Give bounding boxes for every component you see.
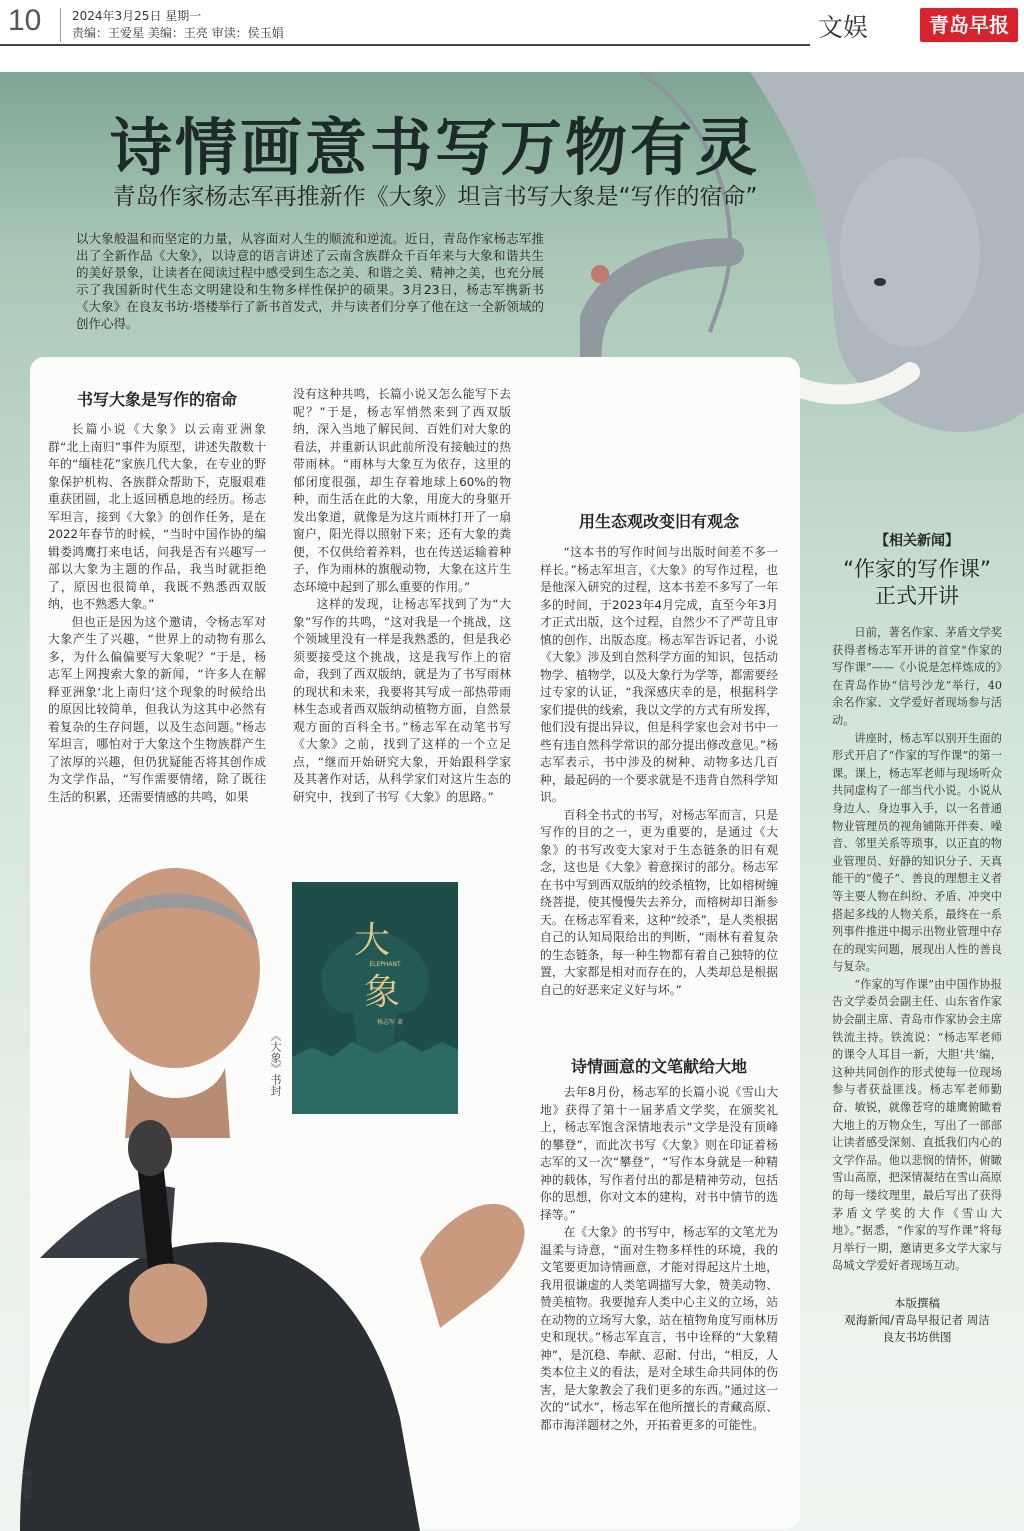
credit-line: 良友书坊供图 bbox=[882, 1329, 952, 1344]
date-line: 2024年3月25日 星期一 bbox=[72, 9, 202, 23]
book-author: 杨志军 著 bbox=[377, 1019, 403, 1026]
book-caption: 《大象》书封 bbox=[269, 1030, 282, 1096]
paragraph: 讲座时，杨志军以别开生面的形式开启了“作家的写作课”的第一课。课上，杨志军老师与现场听众共同虚构了一部当代小说。小说从身边人、身边事入手，以一名普通物业管理员的视角铺陈开伴奏、噪音、邻里关系等琐事，以正直的物业管理员、好静的知识分子、天真能干的“傻子”、善良的理想主义者等主要人物在纠纷、矛盾、冲突中搭起多线的人物关系，最终在一系列事件推进中揭示出物业管理中存在的现实问题，展现出人性的善良与复杂。 bbox=[832, 731, 1002, 974]
paragraph: 日前，著名作家、茅盾文学奖获得者杨志军开讲的首堂“作家的写作课”——《小说是怎样炼成的》在青岛作协“信号沙龙”举行，40余名作家、文学爱好者现场参与活动。 bbox=[832, 626, 1002, 727]
paragraph: 百科全书式的书写，对杨志军而言，只是写作的目的之一，更为重要的，是通过《大象》的书写改变大家对于生态链条的旧有观念，这也是《大象》着意探讨的部分。杨志军在书中写到西双版纳的绞杀植物，比如榕树缠绕菩提，使其慢慢失去养分，而榕树却日渐参天。在杨志军看来，这种“绞杀”，是人类根据自己的认知局限给出的判断，“雨林有着复杂的生态链条，每一种生物都有着自己独特的位置，大家都是相对而存在的，人类却总是根据自己的好恶来定义好与坏。” bbox=[540, 807, 778, 997]
book-title-char: 象 bbox=[363, 972, 401, 1013]
sidebar-title-line: 正式开讲 bbox=[875, 584, 959, 608]
header-separator bbox=[60, 8, 61, 42]
article-title: 诗情画意书写万物有灵 bbox=[109, 111, 760, 184]
section-heading: 诗情画意的文笔献给大地 bbox=[570, 1057, 747, 1076]
page-credits bbox=[832, 1295, 1002, 1346]
related-news-sidebar bbox=[832, 530, 1002, 1346]
credit-line: 观海新闻/青岛早报记者 周洁 bbox=[844, 1312, 990, 1327]
article-column-2 bbox=[293, 386, 511, 806]
brand-logo: 青岛早报 bbox=[920, 8, 1018, 42]
section-heading: 用生态观改变旧有观念 bbox=[578, 512, 739, 531]
editors-line: 责编：王爱星 美编：王亮 审读：侯玉娟 bbox=[72, 26, 284, 40]
book-title-char: 大 bbox=[353, 920, 391, 961]
section-label: 文娱 bbox=[818, 13, 869, 42]
paragraph: 这样的发现，让杨志军找到了为“大象”写作的共鸣，“这对我是一个挑战，这个领域里没有一样是我熟悉的，但是我必须要接受这个挑战，这是我写作上的宿命，我到了西双版纳，就是为了书写雨林的现状和未来，我要将其写成一部热带雨林生态或者西双版纳动植物方面，自然景观方面的百科全书。”杨志军在动笔书写《大象》之前，找到了这样的一个立足点，“继而开始研究大象，开始跟科学家及其著作对话，从科学家们对这片生态的研究中，找到了书写《大象》的思路。” bbox=[293, 597, 511, 804]
article-column-3 bbox=[540, 544, 778, 999]
credit-line: 本版撰稿 bbox=[894, 1295, 940, 1310]
paragraph: 没有这种共鸣，长篇小说又怎么能写下去呢？”于是，杨志军悄然来到了西双版纳，深入当地了解民间、百姓们对大象的看法，并重新认识此前所没有接触过的热带雨林。“雨林与大象互为依存，这里的郁闭度很强，却生存着地球上60%的物种，而生活在此的大象，用庞大的身躯开发出象道，就像是为这片雨林打开了一扇窗户，阳光得以照射下来；还有大象的粪便，不仅供给着养料，也在传送运输着种子，作为雨林的旗舰动物，大象在这片生态环境中起到了那么重要的作用。” bbox=[293, 387, 511, 594]
paragraph: 在《大象》的书写中，杨志军的文笔尤为温柔与诗意，“面对生物多样性的环境，我的文笔要更加诗情画意，才能对得起这片土地，我用很谦虚的人类笔调描写大象，赞美动物、赞美植物。我要抛弃人类中心主义的立场，站在动物的立场写大象，站在植物角度写雨林历史和现状。”杨志军直言，书中诠释的“大象精神”，是沉稳、奉献、忍耐、付出，“相反，人类本位主义的看法，是对全球生命共同体的伤害，是大象教会了我们更多的东西。”通过这一次的“试水”，杨志军在他所擅长的青藏高原、都市海洋题材之外，开拓着更多的可能性。 bbox=[540, 1225, 778, 1432]
sidebar-title bbox=[832, 556, 1002, 610]
sidebar-title-line: “作家的写作课” bbox=[843, 557, 991, 581]
sidebar-body bbox=[832, 624, 1002, 1275]
section-heading: 书写大象是写作的宿命 bbox=[76, 390, 237, 409]
author-photo bbox=[0, 858, 540, 1531]
article-subtitle: 青岛作家杨志军再推新作《大象》坦言书写大象是“写作的宿命” bbox=[112, 184, 758, 210]
page-header bbox=[0, 0, 1024, 70]
paragraph: 但也正是因为这个邀请，令杨志军对大象产生了兴趣，“世界上的动物有那么多，为什么偏偏要写大象呢？”于是，杨志军上网搜索大象的新闻，“许多人在解释亚洲象‘北上南归’这个现象的时候给出的原因比较简单，但我认为这其中必然有着复杂的生存问题，以及生态问题。”杨志军坦言，哪怕对于大象这个生物族群产生了浓厚的兴趣，但仍犹疑能否将其创作成为文学作品，“写作需要情绪，除了既往生活的积累，还需要情感的共鸣，如果 bbox=[48, 614, 266, 804]
paragraph: “作家的写作课”由中国作协报告文学委员会副主任、山东省作家协会副主席、青岛市作家协会主席铁流主持。铁流说：“杨志军老师的课令人耳目一新，大胆‘共’编，这种共同创作的形式使每一位现场参与者获益匪浅。杨志军老师勤奋、敏锐，就像苍穹的雄鹰俯瞰着大地上的万物众生，写出了一部部让读者感受深刻、直抵我们内心的文学作品。他以悲悯的情怀，俯瞰雪山高原，把深情凝结在雪山高原的每一缕纹理里，最后写出了获得茅盾文学奖的大作《雪山大地》。”据悉，“作家的写作课”将每月举行一期，邀请更多文学大家与岛城文学爱好者现场互动。 bbox=[832, 977, 1002, 1273]
article-column-1 bbox=[48, 421, 266, 806]
article-lead: 以大象般温和而坚定的力量，从容面对人生的顺流和逆流。近日，青岛作家杨志军推出了全新作品《大象》，以诗意的语言讲述了云南含族群众千百年来与大象和谐共生的美好景象，让读者在阅读过程中感受到生态之美、和谐之美、精神之美，也充分展示了我国新时代生态文明建设和生物多样性保护的硕果。3月23日，杨志军携新书《大象》在良友书坊·塔楼举行了新书首发式，并与读者们分享了他在这一全新领域的创作心得。 bbox=[76, 231, 544, 331]
photo-credit: 杨志军 bbox=[20, 1468, 33, 1501]
paragraph: 长篇小说《大象》以云南亚洲象群“北上南归”事件为原型，讲述失散数十年的“缅桂花”家族几代大象，在专业的野象保护机构、各族群众帮助下，克服艰难重获团圆，北上返回栖息地的经历。杨志军坦言，接到《大象》的创作任务，是在2022年春节的时候，“当时中国作协的编辑娄鸿鹰打来电话，问我是否有兴趣写一部以大象为主题的作品，我当时就拒绝了，原因也很简单，我既不熟悉西双版纳，也不熟悉大象。” bbox=[48, 422, 266, 611]
page-number: 10 bbox=[8, 4, 42, 37]
related-news-tag: 【相关新闻】 bbox=[875, 533, 959, 549]
book-english-title: ELEPHANT bbox=[369, 961, 401, 968]
paragraph: “这本书的写作时间与出版时间差不多一样长。”杨志军坦言，《大象》的写作过程，也是他深入研究的过程，这本书差不多写了一年多的时间，于2023年4月完成，直至今年3月才正式出版，这个过程，自然少不了严苛且审慎的创作、出版态度。杨志军告诉记者，小说《大象》涉及到自然科学方面的知识，包括动物学、植物学，以及大象行为学等，都需要经过专家的认证，“我深感庆幸的是，根据科学家们提供的线索，我以文学的方式有所发挥，他们没有提出异议，但是科学家也会对书中一些有违自然科学常识的部分提出修改意见。”杨志军表示，书中涉及的树种、动物多达几百种，最起码的一个要求就是不违背自然科学知识。 bbox=[540, 545, 778, 804]
article-column-3b bbox=[540, 1084, 778, 1434]
header-rule bbox=[0, 44, 810, 46]
paragraph: 去年8月份，杨志军的长篇小说《雪山大地》获得了第十一届茅盾文学奖，在颁奖礼上，杨志军饱含深情地表示“文学是没有顶峰的攀登”，而此次书写《大象》则在印证着杨志军的又一次“攀登”，“写作本身就是一种精神的载体，写作者付出的都是精神劳动，包括你的思想，你对文本的建构，对书中情节的选择等。” bbox=[540, 1085, 778, 1222]
